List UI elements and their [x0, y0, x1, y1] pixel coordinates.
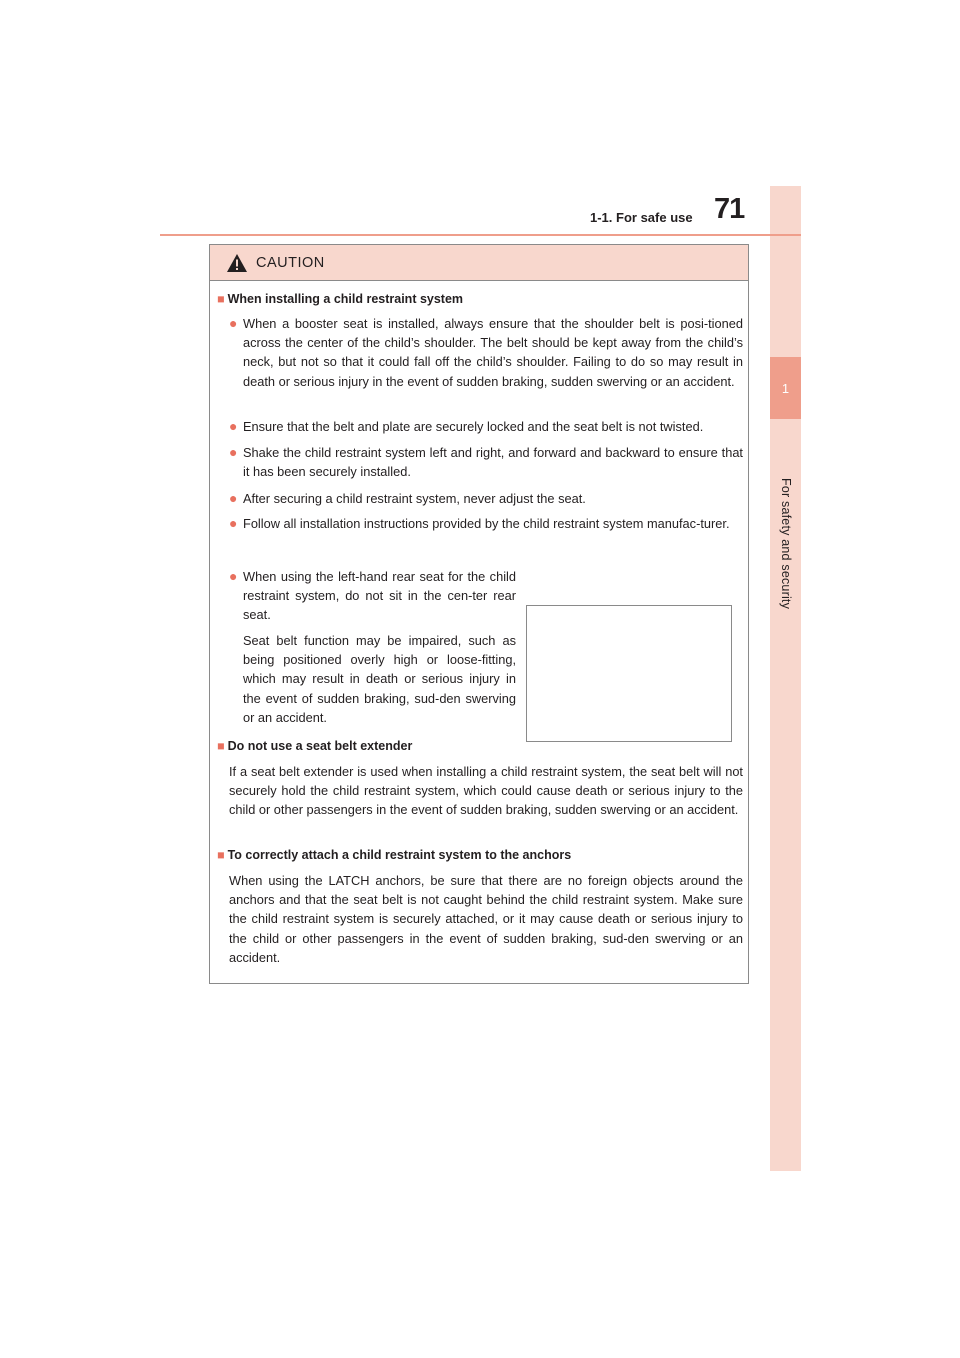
chapter-label: For safety and security: [779, 478, 793, 610]
paragraph: If a seat belt extender is used when installing a child restraint system, the seat belt will not securely hold the child restraint system, which could cause death or serious injury to the child or other passengers in the event of sudden braking, sudden swerving or an accident.: [229, 764, 743, 818]
caution-header: [210, 245, 748, 281]
square-bullet-icon: ■: [217, 292, 225, 306]
illustration-figure: [526, 605, 732, 742]
list-item: ● When using the left-hand rear seat for the child restraint system, do not sit in the cen-ter rear seat.: [229, 568, 516, 623]
square-bullet-icon: ■: [217, 848, 225, 862]
chapter-side-tab: [770, 186, 801, 1171]
chapter-number: 1: [770, 357, 801, 419]
list-item: ● When a booster seat is installed, always ensure that the shoulder belt is posi-tioned across the center of the child’s shoulder. The belt should be kept away from the child’s neck, but not so that it could fall off the child’s shoulder. Failing to do so may result in death or serious injury in the event of sudden braking, sudden swerving or an accident.: [229, 315, 743, 389]
round-bullet-icon: ●: [229, 315, 238, 331]
list-item: ● Shake the child restraint system left and right, and forward and backward to ensure that it has been securely installed.: [229, 444, 743, 480]
note-paragraph: Seat belt function may be impaired, such as being positioned overly high or loose-fitting, which may result in death or serious injury in the event of sudden braking, sud-den swerving or an accident.: [243, 633, 516, 725]
section-heading: ■ To correctly attach a child restraint system to the anchors: [217, 848, 572, 862]
round-bullet-icon: ●: [229, 418, 238, 434]
round-bullet-icon: ●: [229, 568, 238, 584]
paragraph: When using the LATCH anchors, be sure that there are no foreign objects around the anchors and that the seat belt is not caught behind the child restraint system. Make sure the child restraint system is securely attached, or it may cause death or serious injury to the child or other passengers in the event of sudden braking, sud-den swerving or an accident.: [229, 873, 743, 965]
page-number: 71: [714, 193, 745, 225]
section-heading: ■ When installing a child restraint system: [217, 292, 464, 306]
round-bullet-icon: ●: [229, 515, 238, 531]
warning-icon: [226, 253, 248, 273]
list-item: ● After securing a child restraint system, never adjust the seat.: [229, 489, 743, 508]
round-bullet-icon: ●: [229, 490, 238, 506]
caution-box: [209, 244, 749, 984]
square-bullet-icon: ■: [217, 739, 225, 753]
section-heading: ■ Do not use a seat belt extender: [217, 739, 413, 753]
list-item: ● Follow all installation instructions provided by the child restraint system manufac-turer.: [229, 514, 743, 533]
section-title: 1-1. For safe use: [590, 210, 693, 225]
round-bullet-icon: ●: [229, 444, 238, 460]
list-item: ● Ensure that the belt and plate are securely locked and the seat belt is not twisted.: [229, 417, 743, 436]
header-rule: [160, 234, 801, 236]
caution-title: CAUTION: [256, 254, 325, 271]
